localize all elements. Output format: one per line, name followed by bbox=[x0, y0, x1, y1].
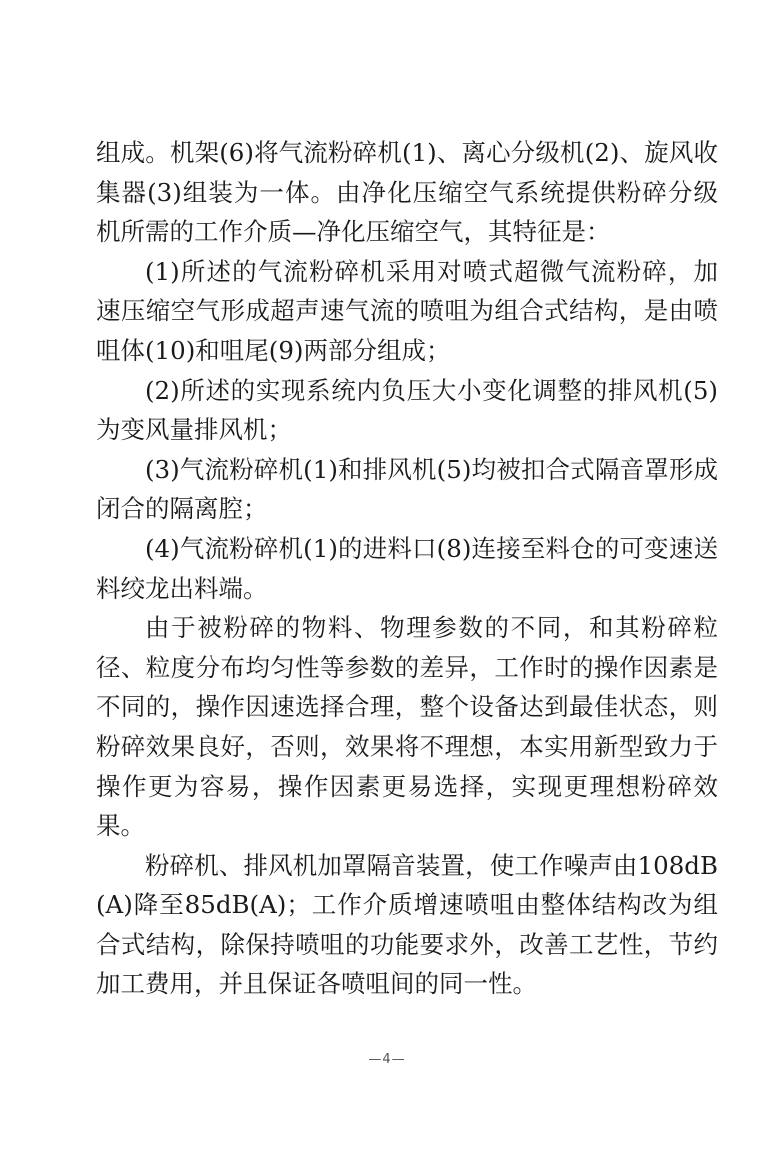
paragraph-noise: 粉碎机、排风机加罩隔音装置，使工作噪声由108dB(A)降至85dB(A)；工作介质增速喷咀由整体结构改为组合式结构，除保持喷咀的功能要求外，改善工艺性，节约加工费用，并且保证各喷咀间的同一性。 bbox=[96, 850, 718, 999]
document-body bbox=[96, 133, 718, 1004]
paragraph-feature-4: (4)气流粉碎机(1)的进料口(8)连接至料仓的可变速送料绞龙出料端。 bbox=[96, 533, 718, 603]
paragraph-intro: 组成。机架(6)将气流粉碎机(1)、离心分级机(2)、旋风收集器(3)组装为一体。由净化压缩空气系统提供粉碎分级机所需的工作介质—净化压缩空气，其特征是： bbox=[96, 138, 718, 247]
paragraph-feature-2: (2)所述的实现系统内负压大小变化调整的排风机(5)为变风量排风机； bbox=[96, 375, 718, 445]
paragraph-effect: 由于被粉碎的物料、物理参数的不同，和其粉碎粒径、粒度分布均匀性等参数的差异，工作时的操作因素是不同的，操作因速选择合理，整个设备达到最佳状态，则粉碎效果良好，否则，效果将不理想，本实用新型致力于操作更为容易，操作因素更易选择，实现更理想粉碎效果。 bbox=[96, 613, 718, 841]
page-number: —4— bbox=[368, 1052, 406, 1067]
paragraph-feature-1: (1)所述的气流粉碎机采用对喷式超微气流粉碎，加速压缩空气形成超声速气流的喷咀为组合式结构，是由喷咀体(10)和咀尾(9)两部分组成； bbox=[96, 256, 718, 365]
paragraph-feature-3: (3)气流粉碎机(1)和排风机(5)均被扣合式隔音罩形成闭合的隔离腔； bbox=[96, 454, 718, 524]
